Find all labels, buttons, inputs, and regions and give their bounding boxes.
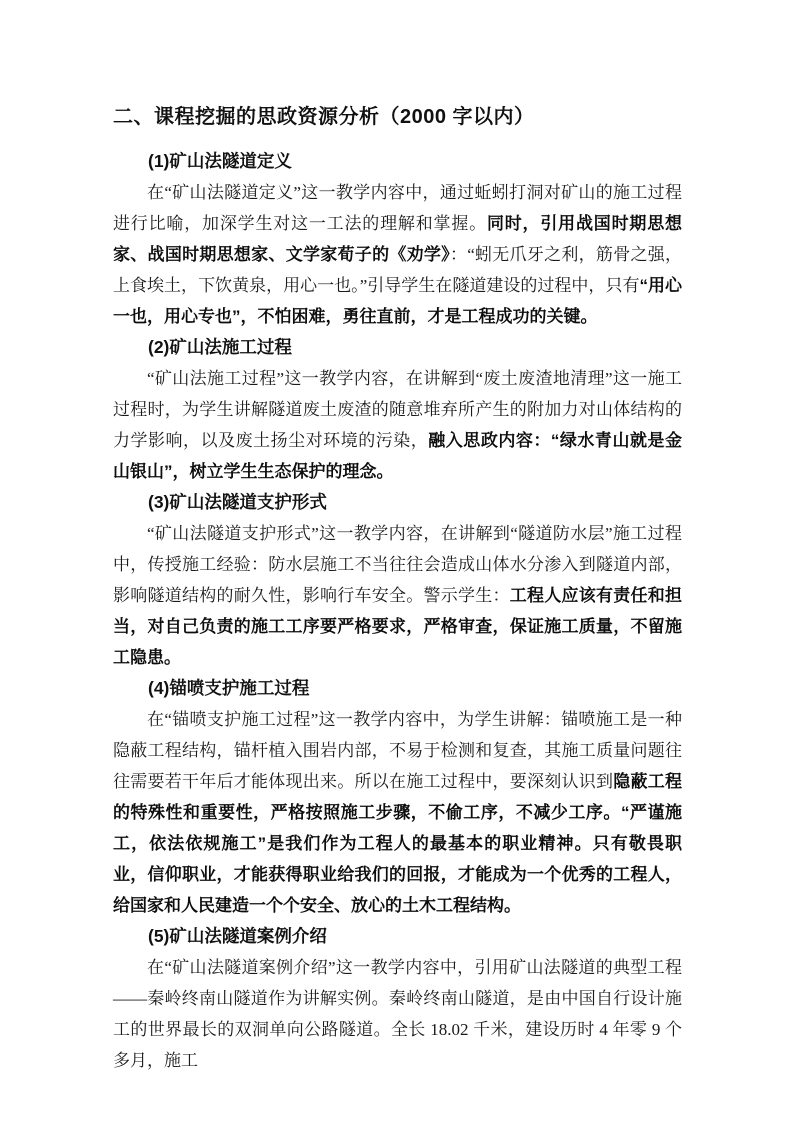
subsection-heading-1: (1)矿山法隧道定义: [148, 151, 292, 171]
paragraph-2: [113, 363, 682, 487]
document-title: 二、课程挖掘的思政资源分析（2000 字以内）: [113, 106, 535, 128]
text-run: 在“矿山法隧道案例介绍”这一教学内容中，引用矿山法隧道的典型工程——秦岭终南山隧道作为讲解实例。秦岭终南山隧道，是由中国自行设计施工的世界最长的双洞单向公路隧道。全长 18.02 千米，建设历时 4 年零 9 个多月，施工: [113, 958, 682, 1070]
text-run: “矿山法施工过程”这一教学内容，在讲解到“废土废渣地清理”这一施工过程时，为学生讲解隧道废土废渣的随意堆弃所产生的附加力对山体结构的力学影响，以及废土扬尘对环境的污染，: [113, 369, 682, 450]
text-run: 在“锚喷支护施工过程”这一教学内容中，为学生讲解：锚喷施工是一种隐蔽工程结构，锚杆植入围岩内部，不易于检测和复查，其施工质量问题往往需要若干年后才能体现出来。所以在施工过程中，要深刻认识到: [113, 710, 682, 791]
paragraph-3: [113, 518, 682, 673]
text-run-bold: 工程人应该有责任和担当，对自己负责的施工工序要严格要求，严格审查，保证施工质量，不留施工隐患。: [113, 586, 682, 667]
section-tunnel-case-study: [113, 921, 682, 1076]
subsection-heading-5: (5)矿山法隧道案例介绍: [148, 926, 327, 946]
text-run-bold: 融入思政内容：“绿水青山就是金山银山”，树立学生生态保护的理念。: [113, 431, 682, 481]
subsection-heading-4: (4)锚喷支护施工过程: [148, 678, 310, 698]
text-run-bold: 隐蔽工程的特殊性和重要性，严格按照施工步骤，不偷工序，不减少工序。“严谨施工，依法依规施工”是我们作为工程人的最基本的职业精神。只有敬畏职业，信仰职业，才能获得职业给我们的回报，才能成为一个优秀的工程人，给国家和人民建造一个个安全、放心的土木工程结构。: [113, 772, 682, 915]
text-run: “矿山法隧道支护形式”这一教学内容，在讲解到“隧道防水层”施工过程中，传授施工经验：防水层施工不当往往会造成山体水分渗入到隧道内部，影响隧道结构的耐久性，影响行车安全。警示学生：: [113, 524, 682, 605]
section-tunnel-support-forms: [113, 487, 682, 673]
subsection-heading-2: (2)矿山法施工过程: [148, 337, 292, 357]
paragraph-4: [113, 704, 682, 921]
section-anchor-shotcrete-process: [113, 673, 682, 921]
section-mine-tunnel-definition: [113, 146, 682, 332]
text-run-bold: “用心一也，用心专也”，不怕困难，勇往直前，才是工程成功的关键。: [113, 276, 683, 326]
text-run-bold: 同时，引用战国时期思想家、战国时期思想家、文学家荀子的《劝学》: [113, 214, 683, 264]
paragraph-1: [113, 177, 682, 332]
text-run: ：“蚓无爪牙之利，筋骨之强，上食埃土，下饮黄泉，用心一也。”引导学生在隧道建设的过程中，只有: [113, 245, 683, 295]
subsection-heading-3: (3)矿山法隧道支护形式: [148, 492, 327, 512]
text-run: 在“矿山法隧道定义”这一教学内容中，通过蚯蚓打洞对矿山的施工过程进行比喻，加深学生对这一工法的理解和掌握。: [113, 183, 682, 233]
section-mine-construction-process: [113, 332, 682, 487]
paragraph-5: [113, 952, 682, 1076]
